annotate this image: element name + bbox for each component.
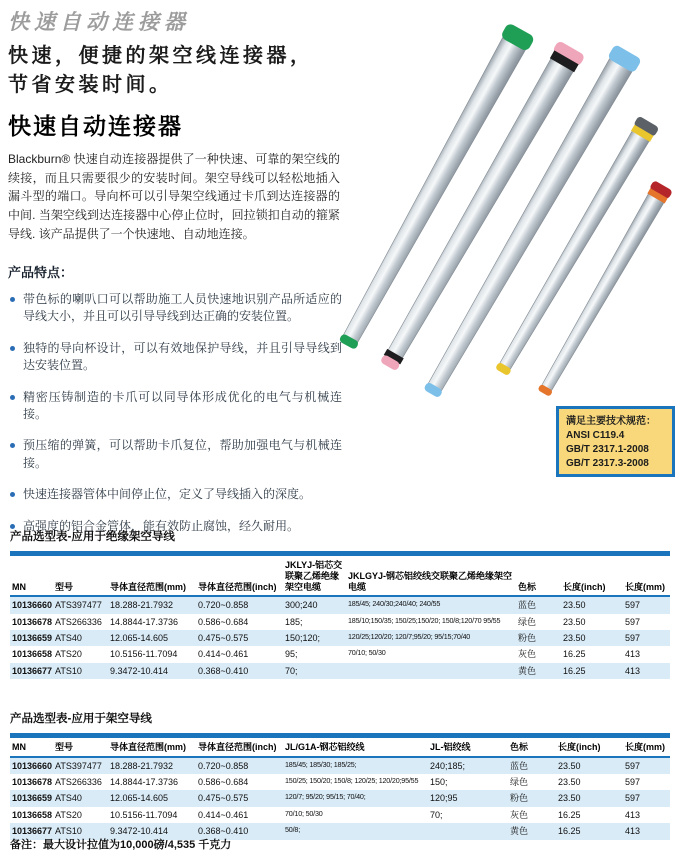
watermark-title: 快速自动连接器 <box>8 11 190 34</box>
features-list <box>8 291 342 535</box>
column-header: 导体直径范围(mm) <box>108 738 196 757</box>
table-cell: 23.50 <box>558 777 581 788</box>
feature-item: 独特的导向杯设计，可以有效地保护导线，并且引导导线到达安装位置。 <box>8 340 342 375</box>
header-row <box>10 738 670 757</box>
table-cell: ATS40 <box>55 793 82 804</box>
table-cell: 597 <box>625 793 641 804</box>
column-header: 色标 <box>516 556 561 596</box>
table-cell: 597 <box>625 600 641 611</box>
table-cell: 23.50 <box>558 793 581 804</box>
column-header: JL-铝绞线 <box>428 738 508 757</box>
column-header: 长度(mm) <box>623 738 670 757</box>
product-photo <box>335 5 680 410</box>
table-cell: 9.3472-10.414 <box>110 826 169 837</box>
column-header: JKLGYJ-钢芯铝绞线交联聚乙烯绝缘架空电缆 <box>346 556 516 596</box>
table-cell: ATS266336 <box>55 616 102 627</box>
table-cell: 597 <box>625 633 641 644</box>
table-row <box>10 614 670 630</box>
table-cell: 10136678 <box>12 777 53 788</box>
features-heading: 产品特点： <box>8 265 74 280</box>
table-cell: 10136660 <box>12 760 53 771</box>
spec-box-title: 满足主要技术规范： <box>566 416 656 427</box>
feature-item: 预压缩的弹簧，可以帮助卡爪复位，帮助加强电气与机械连接。 <box>8 437 342 472</box>
table-cell: 0.586~0.684 <box>198 777 249 788</box>
column-header: 导体直径范围(inch) <box>196 556 283 596</box>
table-cell: 185/10;150/35; 150/25;150/20; 150/8;120/70 95/55 <box>348 615 501 625</box>
table-row <box>10 757 670 774</box>
table-cell <box>346 663 516 679</box>
bare-table <box>10 738 670 840</box>
table-cell: 10136677 <box>12 665 53 676</box>
intro-paragraph: Blackburn® 快速自动连接器提供了一种快速、可靠的架空线的续接，而且只需要很少的安装时间。架空导线可以轻松地插入漏斗型的端口。导向杯可以引导架空线通过卡爪到达连接器的中间. 当架空线到达连接器中心停止位时，回拉锁扣自动的箍紧导线. 该产品提供了一个快速地、自动地连接。 <box>8 152 340 241</box>
table-row <box>10 807 670 823</box>
table-cell: ATS40 <box>55 633 82 644</box>
table-cell: 10136659 <box>12 793 53 804</box>
table-cell: 23.50 <box>563 616 586 627</box>
column-header: 长度(inch) <box>556 738 623 757</box>
feature-item: 高强度的铝合金管体，能有效防止腐蚀，经久耐用。 <box>8 518 342 535</box>
column-header: MN <box>10 738 53 757</box>
table-cell: 185/45; 185/30; 185/25; <box>285 759 357 769</box>
table-cell: 12.065-14.605 <box>110 633 169 644</box>
table-cell: 0.368~0.410 <box>198 665 249 676</box>
table-cell: 12.065-14.605 <box>110 793 169 804</box>
table-cell: 绿色 <box>518 616 537 627</box>
table-title: 产品选型表-应用于绝缘架空导线 <box>10 531 175 543</box>
table-cell: 10.5156-11.7094 <box>110 809 178 820</box>
column-header: 长度(inch) <box>561 556 623 596</box>
features-section <box>8 262 342 549</box>
table-cell: 10.5156-11.7094 <box>110 649 178 660</box>
table-cell: 绿色 <box>510 777 529 788</box>
table-cell: 70/10; 50/30 <box>285 808 323 818</box>
table-cell: 灰色 <box>510 809 529 820</box>
table-cell: 413 <box>625 649 641 660</box>
table-cell: 0.414~0.461 <box>198 649 249 660</box>
table-cell: ATS20 <box>55 809 82 820</box>
column-header: 长度(mm) <box>623 556 670 596</box>
table-cell: 10136658 <box>12 809 53 820</box>
table-cell: ATS397477 <box>55 760 102 771</box>
table-cell: 黄色 <box>510 826 529 837</box>
table-cell: 120/25;120/20; 120/7;95/20; 95/15;70/40 <box>348 632 471 642</box>
table-cell: 16.25 <box>558 826 581 837</box>
tagline-line1: 快速，便捷的架空线连接器， <box>8 45 314 67</box>
table-cell: 0.475~0.575 <box>198 633 249 644</box>
header-row <box>10 556 670 596</box>
table-cell: 150; <box>430 777 448 788</box>
feature-item: 精密压铸制造的卡爪可以同导体形成优化的电气与机械连接。 <box>8 389 342 424</box>
table-cell: ATS20 <box>55 649 82 660</box>
table-cell: 10136677 <box>12 826 53 837</box>
selection-table-insulated <box>10 528 670 679</box>
table-cell: 蓝色 <box>510 760 529 771</box>
table-cell: 10136678 <box>12 616 53 627</box>
selection-table-bare <box>10 710 670 840</box>
table-cell: 0.368~0.410 <box>198 826 249 837</box>
table-cell: 120;95 <box>430 793 458 804</box>
table-cell: 150/25; 150/20; 150/8; 120/25; 120/20;95/55 <box>285 776 419 786</box>
table-cell: 0.720~0.858 <box>198 760 249 771</box>
column-header: 导体直径范围(inch) <box>196 738 283 757</box>
tagline <box>8 42 314 100</box>
table-cell: 14.8844-17.3736 <box>110 616 179 627</box>
table-row <box>10 646 670 662</box>
table-cell: 0.586~0.684 <box>198 616 249 627</box>
table-cell: 185/45; 240/30;240/40; 240/55 <box>348 599 441 609</box>
table-cell: 300;240 <box>285 600 318 611</box>
table-cell: 10136658 <box>12 649 53 660</box>
table-cell: 413 <box>625 826 641 837</box>
table-cell: 0.720~0.858 <box>198 600 249 611</box>
table-cell: 70; <box>285 665 298 676</box>
table-cell: 10136660 <box>12 600 53 611</box>
table-cell: 23.50 <box>558 760 581 771</box>
table-cell: 597 <box>625 760 641 771</box>
table-cell: 9.3472-10.414 <box>110 665 169 676</box>
table-cell: 粉色 <box>518 633 537 644</box>
column-header: JL/G1A-钢芯铝绞线 <box>283 738 428 757</box>
column-header: MN <box>10 556 53 596</box>
column-header: JKLYJ-铝芯交联聚乙烯绝缘架空电缆 <box>283 556 346 596</box>
table-cell: 120/7; 95/20; 95/15; 70/40; <box>285 792 366 802</box>
table-cell: 黄色 <box>518 665 537 676</box>
table-cell: 18.288-21.7932 <box>110 760 174 771</box>
table-cell: 597 <box>625 616 641 627</box>
table-cell: 70; <box>430 809 443 820</box>
table-cell: 597 <box>625 777 641 788</box>
table-cell: 0.475~0.575 <box>198 793 249 804</box>
page-title: 快速自动连接器 <box>8 113 183 139</box>
table-cell: 23.50 <box>563 633 586 644</box>
table-cell: 150;120; <box>285 633 321 644</box>
table-cell: 16.25 <box>558 809 581 820</box>
connectors-illustration <box>335 5 680 410</box>
table-row <box>10 630 670 646</box>
table-cell: 95; <box>285 649 298 660</box>
table-cell: 10136659 <box>12 633 53 644</box>
table-row <box>10 663 670 679</box>
column-header: 色标 <box>508 738 556 757</box>
table-cell: ATS266336 <box>55 777 102 788</box>
footnote: 备注：最大设计拉值为10,000磅/4,535 千克力 <box>10 839 232 851</box>
table-cell <box>428 823 508 839</box>
table-cell: 185; <box>285 616 303 627</box>
feature-item: 带色标的喇叭口可以帮助施工人员快速地识别产品所适应的导线大小，并且可以引导导线到达正确的安装位置。 <box>8 291 342 326</box>
table-cell: 18.288-21.7932 <box>110 600 174 611</box>
column-header: 型号 <box>53 556 108 596</box>
table-row <box>10 596 670 613</box>
table-cell: 50/8; <box>285 825 300 835</box>
table-cell: 蓝色 <box>518 600 537 611</box>
table-cell: 413 <box>625 809 641 820</box>
insulated-table <box>10 556 670 679</box>
table-cell: 16.25 <box>563 649 586 660</box>
table-cell: 70/10; 50/30 <box>348 648 386 658</box>
table-row <box>10 790 670 806</box>
table-cell: 16.25 <box>563 665 586 676</box>
table-cell: 240;185; <box>430 760 466 771</box>
table-cell: 粉色 <box>510 793 529 804</box>
spec-line: ANSI C119.4 <box>566 430 625 441</box>
feature-item: 快速连接器管体中间停止位，定义了导线插入的深度。 <box>8 486 342 503</box>
column-header: 型号 <box>53 738 108 757</box>
table-cell: ATS10 <box>55 665 82 676</box>
table-cell: 23.50 <box>563 600 586 611</box>
spec-line: GB/T 2317.1-2008 <box>566 444 649 455</box>
table-cell: ATS10 <box>55 826 82 837</box>
table-cell: 14.8844-17.3736 <box>110 777 179 788</box>
table-cell: 灰色 <box>518 649 537 660</box>
table-cell: 0.414~0.461 <box>198 809 249 820</box>
spec-box <box>556 406 675 477</box>
table-title: 产品选型表-应用于架空导线 <box>10 713 152 725</box>
table-row <box>10 774 670 790</box>
column-header: 导体直径范围(mm) <box>108 556 196 596</box>
spec-line: GB/T 2317.3-2008 <box>566 458 649 469</box>
table-cell: 413 <box>625 665 641 676</box>
table-cell: ATS397477 <box>55 600 102 611</box>
tagline-line2: 节省安装时间。 <box>8 74 173 96</box>
